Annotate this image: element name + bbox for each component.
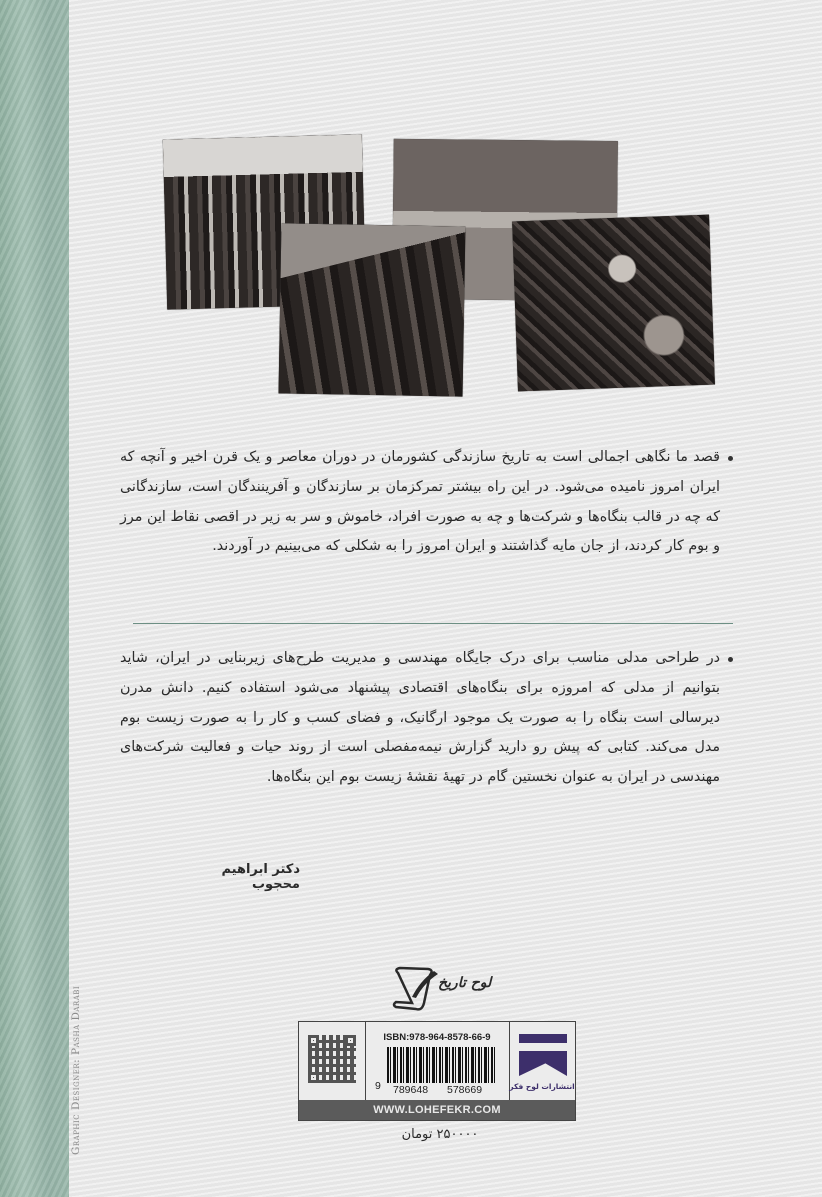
barcode-digits-2: 578669	[447, 1084, 483, 1096]
qr-code-cell	[299, 1022, 366, 1100]
barcode-digits-1: 789648	[393, 1084, 429, 1096]
isbn-text: ISBN:978-964-8578-66-9	[383, 1032, 491, 1043]
street-buildings-photo	[279, 223, 466, 396]
crowd-photo	[512, 215, 715, 392]
blurb-paragraph-2: در طراحی مدلی مناسب برای درک جایگاه مهندسی و مدیریت طرح‌های زیربنایی در ایران، شاید بتوانیم از مدلی که امروزه برای بنگاه‌های اقتصادی پیشنهاد می‌شود استفاده کنیم. دانش مدرن دیرسالی است بنگاه را به صورت یک موجود ارگانیک، و فضای کسب و کار را به صورت زیست بوم مدل می‌کند. کتابی که پیش رو دارید گزارش نیمه‌مفصلی است از روند حیات و فعالیت شرکت‌های مهندسی در ایران به عنوان نخستین گام در تهیهٔ نقشهٔ زیست بوم این بنگاه‌ها.	[120, 650, 720, 786]
imprint-logo-text: لوح تاریخ	[438, 975, 492, 991]
isbn-barcode-cell	[365, 1022, 510, 1100]
designer-credit: Graphic Designer: Pasha Darabi	[70, 985, 82, 1155]
price-label: ۲۵۰۰۰۰ تومان	[401, 1127, 479, 1142]
barcode-panel	[298, 1021, 576, 1121]
publisher-logo-cell	[509, 1022, 575, 1100]
barcode-icon	[387, 1047, 497, 1083]
publisher-logo-icon	[519, 1034, 567, 1076]
blurb-paragraph-1: قصد ما نگاهی اجمالی است به تاریخ سازندگی کشورمان در دوران معاصر و یک قرن اخیر و آنچه که ایران امروز نامیده می‌شود. در این راه بیشتر تمرکزمان بر سازندگان و آفرینندگان است، سازندگانی که چه در قالب بنگاه‌ها و شرکت‌ها و چه به صورت افراد، خاموش و سر به زیر در اقصی نقاط این مرز و بوم کار کردند، از جان مایه گذاشتند و ایران امروز را به شکلی که می‌بینیم در آوردند.	[120, 449, 720, 555]
qr-code-icon[interactable]	[308, 1035, 356, 1083]
publisher-website[interactable]: WWW.LOHEFEKR.COM	[299, 1100, 575, 1120]
bullet-icon	[728, 657, 733, 662]
author-signature: دکتر ابراهیم محجوب	[221, 862, 300, 892]
book-spine-edge	[0, 0, 69, 1197]
barcode-lead-digit: 9	[375, 1080, 381, 1092]
section-divider	[133, 623, 733, 624]
bullet-icon	[728, 456, 733, 461]
publisher-name: انتشارات لوح فکر	[509, 1082, 575, 1091]
